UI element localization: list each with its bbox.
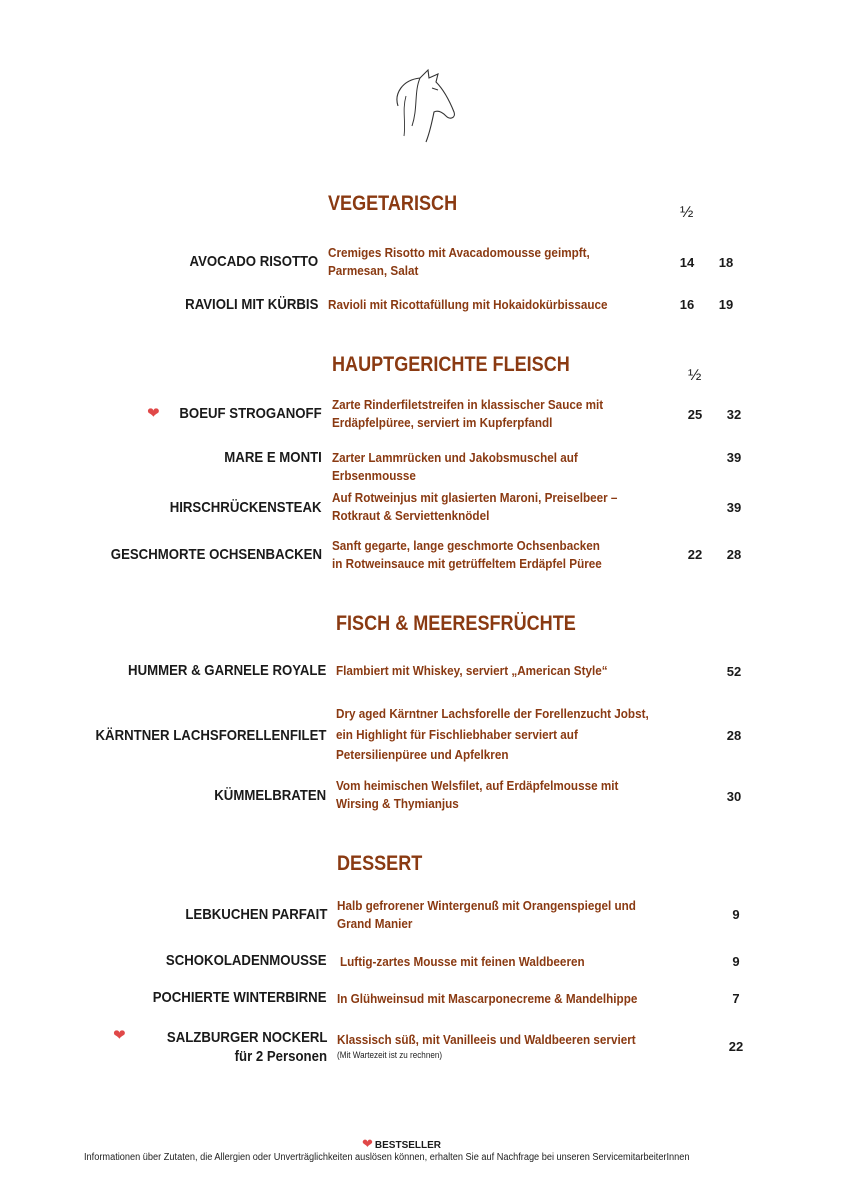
item-description [337,1031,652,1061]
section-title-vegetarisch: VEGETARISCH [328,192,458,215]
item-description: Cremiges Risotto mit Avacadomousse geimpft, Parmesan, Salat [328,245,590,278]
section-title-hauptgerichte-fleisch: HAUPTGERICHTE FLEISCH [332,353,570,376]
item-name: AVOCADO RISOTTO [189,253,318,270]
price-full: 39 [726,500,742,515]
item-name: KÜMMELBRATEN [214,787,326,804]
item-description: In Glühweinsud mit Mascarponecreme & Mandelhippe [337,991,638,1006]
item-name: POCHIERTE WINTERBIRNE [153,989,327,1006]
item-name: RAVIOLI MIT KÜRBIS [184,296,318,313]
price-full: 9 [732,907,740,922]
price-full: 52 [726,664,742,679]
item-description: Zarte Rinderfiletstreifen in klassischer Sauce mit Erdäpfelpüree, serviert im Kupferpfandl [332,397,604,430]
item-description: Flambiert mit Whiskey, serviert „American Style“ [336,663,608,678]
item-name: SALZBURGER NOCKERL [166,1029,327,1046]
item-description: Auf Rotweinjus mit glasierten Maroni, Preiselbeer – Rotkraut & Serviettenknödel [332,490,618,523]
price-full: 28 [726,728,742,743]
item-note: (Mit Wartezeit ist zu rechnen) [337,1050,443,1060]
item-name: LEBKUCHEN PARFAIT [184,906,327,923]
bestseller-heart-icon: ❤ [113,1027,126,1044]
half-portion-header: ½ [680,204,694,221]
section-title-fisch-meeresfruechte: FISCH & MEERESFRÜCHTE [336,612,576,635]
horse-head-logo-icon [388,66,460,146]
price-full: 28 [726,547,742,562]
price-full: 7 [732,991,740,1006]
item-name: GESCHMORTE OCHSENBACKEN [110,546,322,563]
heart-icon: ❤ [362,1136,373,1151]
item-description: Luftig-zartes Mousse mit feinen Waldbeeren [340,954,585,969]
item-name-subline: für 2 Personen [234,1048,327,1065]
price-full: 18 [718,255,734,270]
item-description-text: Klassisch süß, mit Vanilleeis und Waldbeeren serviert [337,1032,636,1047]
bestseller-legend [362,1136,441,1152]
price-full: 39 [726,450,742,465]
item-description: Sanft gegarte, lange geschmorte Ochsenbacken in Rotweinsauce mit getrüffeltem Erdäpfel Püree [332,538,602,571]
price-full: 19 [718,297,734,312]
bestseller-label: BESTSELLER [374,1140,442,1151]
item-name: BOEUF STROGANOFF [179,405,322,422]
item-name: KÄRNTNER LACHSFORELLENFILET [95,727,326,744]
price-half: 16 [679,297,695,312]
price-half: 22 [687,547,703,562]
half-portion-header: ½ [688,367,702,384]
section-title-dessert: DESSERT [337,852,423,875]
price-full: 9 [732,954,740,969]
item-description: Halb gefrorener Wintergenuß mit Orangenspiegel und Grand Manier [337,898,636,931]
item-name: HUMMER & GARNELE ROYALE [127,662,326,679]
price-half: 25 [687,407,703,422]
item-description: Vom heimischen Welsfilet, auf Erdäpfelmousse mit Wirsing & Thymianjus [336,778,619,811]
item-description: Zarter Lammrücken und Jakobsmuschel auf Erbsenmousse [332,450,578,483]
bestseller-heart-icon: ❤ [147,405,160,422]
allergen-footer-note: Informationen über Zutaten, die Allergien oder Unverträglichkeiten auslösen können, erhalten Sie auf Nachfrage bei unseren ServicemitarbeiterInnen [84,1152,690,1163]
item-name: MARE E MONTI [224,449,322,466]
price-full: 32 [726,407,742,422]
item-name: HIRSCHRÜCKENSTEAK [170,499,322,516]
price-full: 30 [726,789,742,804]
price-full: 22 [728,1039,744,1054]
item-description: Dry aged Kärntner Lachsforelle der Forellenzucht Jobst, ein Highlight für Fischliebhaber serviert auf Petersilienpüree und Apfelkren [336,706,649,762]
item-name: SCHOKOLADENMOUSSE [166,952,327,969]
item-description: Ravioli mit Ricottafüllung mit Hokaidokürbissauce [328,297,608,312]
price-half: 14 [679,255,695,270]
